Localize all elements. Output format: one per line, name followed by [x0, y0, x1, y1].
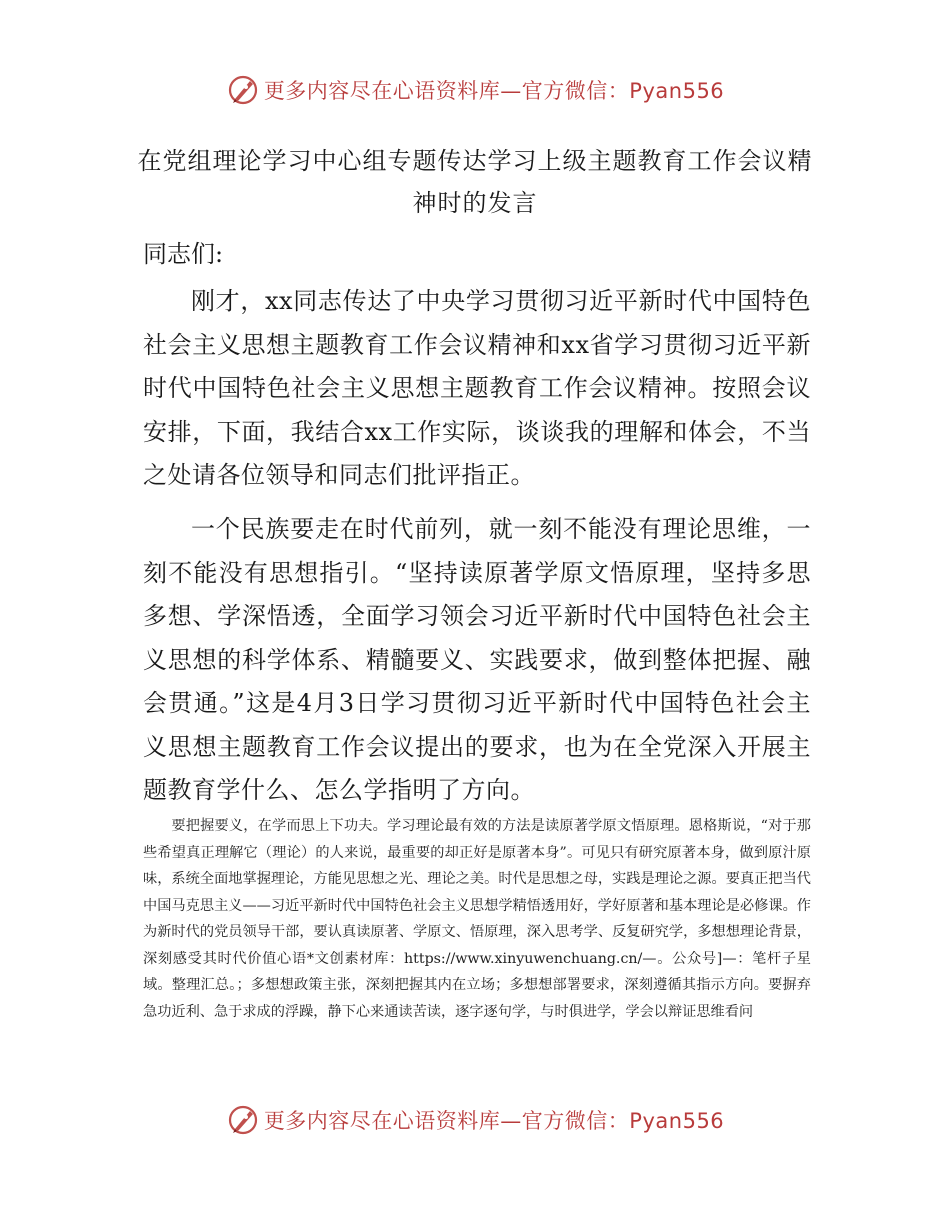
- quill-pen-icon: [226, 1103, 260, 1137]
- banner-text: 更多内容尽在心语资料库—官方微信：Pyan556: [263, 1109, 725, 1133]
- footer-banner: [0, 1100, 950, 1140]
- paragraph-3: 要把握要义，在学而思上下功夫。学习理论最有效的方法是读原著学原文悟原理。恩格斯说，“对于那些希望真正理解它（理论）的人来说，最重要的却正好是原著本身”。可见只有研究原著本身，做到原汁原味，系统全面地掌握理论，方能见思想之光、理论之美。时代是思想之母，实践是理论之源。要真正把当代中国马克思主义——习近平新时代中国特色社会主义思想学精悟透用好，学好原著和基本理论是必修课。作为新时代的党员领导干部，要认真读原著、学原文、悟原理，深入思考学、反复研究学，多想想理论背景，深刻感受其时代价值心语*文创素材库：https://www.xinyuwenchuang.cn/—。公众号]—：笔杆子星域。整理汇总。；多想想政策主张，深刻把握其内在立场；多想想部署要求，深刻遵循其指示方向。要摒弃急功近利、急于求成的浮躁，静下心来通读苦读，逐字逐句学，与时俱进学，学会以辩证思维看问: [143, 818, 811, 1020]
- quill-pen-icon: [226, 73, 260, 107]
- header-banner: [0, 70, 950, 110]
- document-title: 在党组理论学习中心组专题传达学习上级主题教育工作会议精神时的发言: [137, 147, 813, 217]
- banner-text: 更多内容尽在心语资料库—官方微信：Pyan556: [263, 79, 725, 103]
- paragraph-2: 一个民族要走在时代前列，就一刻不能没有理论思维，一刻不能没有思想指引。“坚持读原著学原文悟原理，坚持多思多想、学深悟透，全面学习领会习近平新时代中国特色社会主义思想的科学体系、精髓要义、实践要求，做到整体把握、融会贯通。”这是4月3日学习贯彻习近平新时代中国特色社会主义思想主题教育工作会议提出的要求，也为在全党深入开展主题教育学什么、怎么学指明了方向。: [143, 515, 811, 804]
- greeting: 同志们:: [143, 240, 224, 268]
- paragraph-1: 刚才，xx同志传达了中央学习贯彻习近平新时代中国特色社会主义思想主题教育工作会议精神和xx省学习贯彻习近平新时代中国特色社会主义思想主题教育工作会议精神。按照会议安排，下面，我结合xx工作实际，谈谈我的理解和体会，不当之处请各位领导和同志们批评指正。: [143, 287, 811, 489]
